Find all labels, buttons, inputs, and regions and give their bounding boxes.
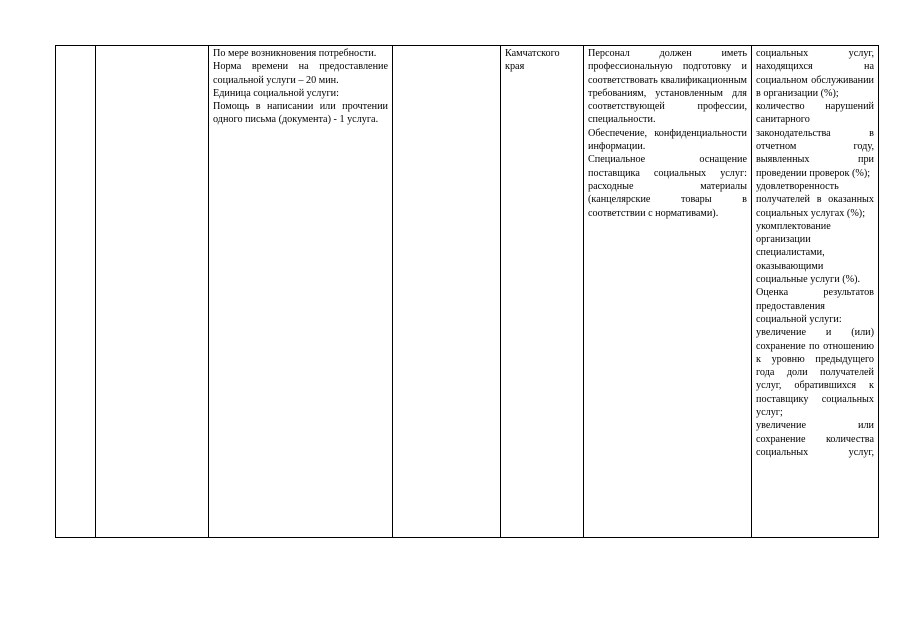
services-table	[55, 45, 879, 538]
cell-service-name	[96, 46, 209, 538]
unit-heading-paragraph: Единица социальной услуги:	[213, 87, 339, 99]
tariff-text: Камчатского края	[505, 48, 560, 73]
evaluation-count-paragraph: увеличение или сохранение количества социальных услуг,	[756, 420, 874, 458]
cell-quality-indicators	[752, 46, 879, 538]
equipment-paragraph: Специальное оснащение поставщика социальных услуг: расходные материалы (канцелярские товары в соответствии с нормативами).	[588, 154, 747, 219]
cell-tariff	[501, 46, 584, 538]
indicator-staffing-paragraph: укомплектование организации специалистами, оказывающими социальные услуги (%).	[756, 220, 861, 286]
cell-conditions	[584, 46, 752, 538]
confidentiality-paragraph: Обеспечение, конфиденциальности информации.	[588, 127, 747, 153]
evaluation-heading-paragraph: Оценка результатов предоставления социальной услуги:	[756, 287, 874, 325]
staff-requirements-paragraph: Персонал должен иметь профессиональную подготовку и соответствовать квалификационным требованиям, установленным для соответствующей профессии, специальности.	[588, 48, 747, 126]
cell-service-volume	[209, 46, 393, 538]
indicator-violations-paragraph: количество нарушений санитарного законодательства в отчетном году, выявленных при проведении проверок (%);	[756, 101, 874, 179]
frequency-paragraph: По мере возникновения потребности.	[213, 48, 377, 59]
cell-number	[56, 46, 96, 538]
evaluation-share-paragraph: увеличение и (или) сохранение по отношению к уровню предыдущего года доли получателей услуг, обратившихся к поставщику социальных услуг;	[756, 327, 874, 419]
indicator-share-paragraph: социальных услуг, находящихся на социальном обслуживании в организации (%);	[756, 48, 874, 99]
cell-deadline	[393, 46, 501, 538]
time-norm-paragraph: Норма времени на предоставление социальной услуги – 20 мин.	[213, 61, 388, 86]
indicator-satisfaction-paragraph: удовлетворенность получателей в оказанных социальных услугах (%);	[756, 180, 874, 219]
table-row	[56, 46, 879, 538]
unit-definition-paragraph: Помощь в написании или прочтении одного письма (документа) - 1 услуга.	[213, 101, 388, 126]
